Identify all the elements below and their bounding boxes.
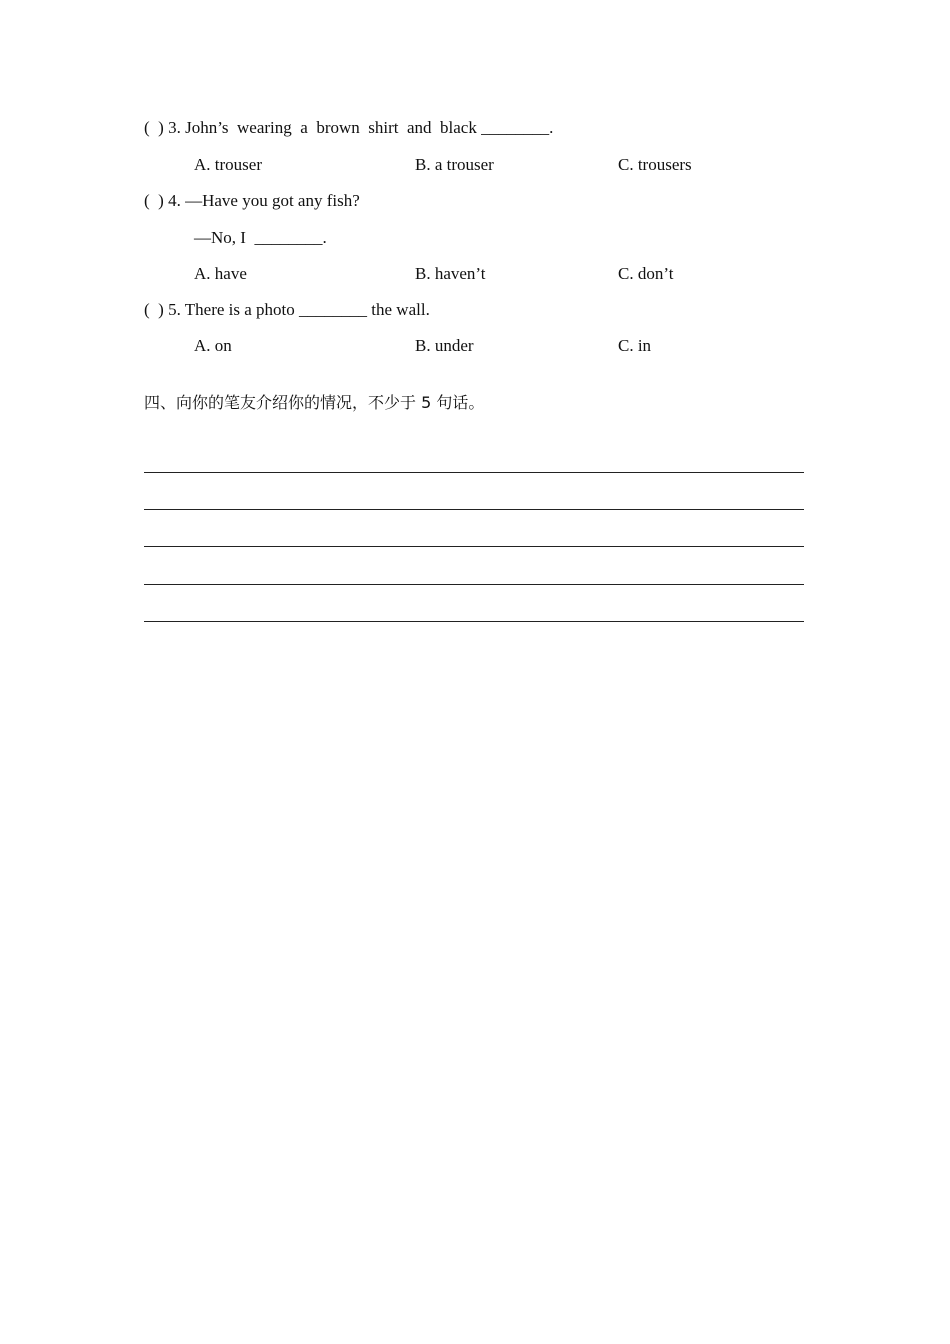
question-4-blank[interactable]: ________ bbox=[254, 228, 323, 247]
question-4-answer-line bbox=[194, 227, 327, 249]
question-5-stem-start: There is a photo bbox=[184, 300, 300, 319]
question-5-blank[interactable]: ________ bbox=[299, 300, 368, 319]
question-4-stem: —Have you got any fish? bbox=[185, 191, 360, 210]
question-4-option-b[interactable]: B. haven’t bbox=[415, 264, 486, 283]
question-3-option-c[interactable]: C. trousers bbox=[618, 155, 692, 174]
question-3-number: ( ) 3. bbox=[144, 118, 181, 137]
question-4-answer-start: —No, I bbox=[194, 228, 255, 247]
question-5 bbox=[144, 299, 430, 321]
question-3-option-a[interactable]: A. trouser bbox=[194, 155, 262, 174]
writing-line-5[interactable] bbox=[144, 621, 804, 622]
writing-line-4[interactable] bbox=[144, 584, 804, 585]
writing-line-3[interactable] bbox=[144, 546, 804, 547]
question-3-stem-start: John’s wearing a brown shirt and black bbox=[185, 118, 482, 137]
question-3-option-b[interactable]: B. a trouser bbox=[415, 155, 494, 174]
writing-line-1[interactable] bbox=[144, 472, 804, 473]
question-5-stem-end: the wall. bbox=[367, 300, 430, 319]
question-3 bbox=[144, 117, 553, 139]
question-3-blank[interactable]: ________ bbox=[481, 118, 550, 137]
question-4 bbox=[144, 190, 360, 212]
question-5-option-b[interactable]: B. under bbox=[415, 336, 474, 355]
question-4-answer-end: . bbox=[322, 228, 327, 247]
question-5-number: ( ) 5. bbox=[144, 300, 181, 319]
section-4-title: 四、向你的笔友介绍你的情况，不少于 5 句话。 bbox=[144, 393, 485, 412]
question-5-option-c[interactable]: C. in bbox=[618, 336, 652, 355]
question-5-option-a[interactable]: A. on bbox=[194, 336, 232, 355]
question-4-number: ( ) 4. bbox=[144, 191, 181, 210]
writing-line-2[interactable] bbox=[144, 509, 804, 510]
question-4-option-c[interactable]: C. don’t bbox=[618, 264, 674, 283]
question-4-option-a[interactable]: A. have bbox=[194, 264, 247, 283]
question-3-stem-end: . bbox=[549, 118, 554, 137]
